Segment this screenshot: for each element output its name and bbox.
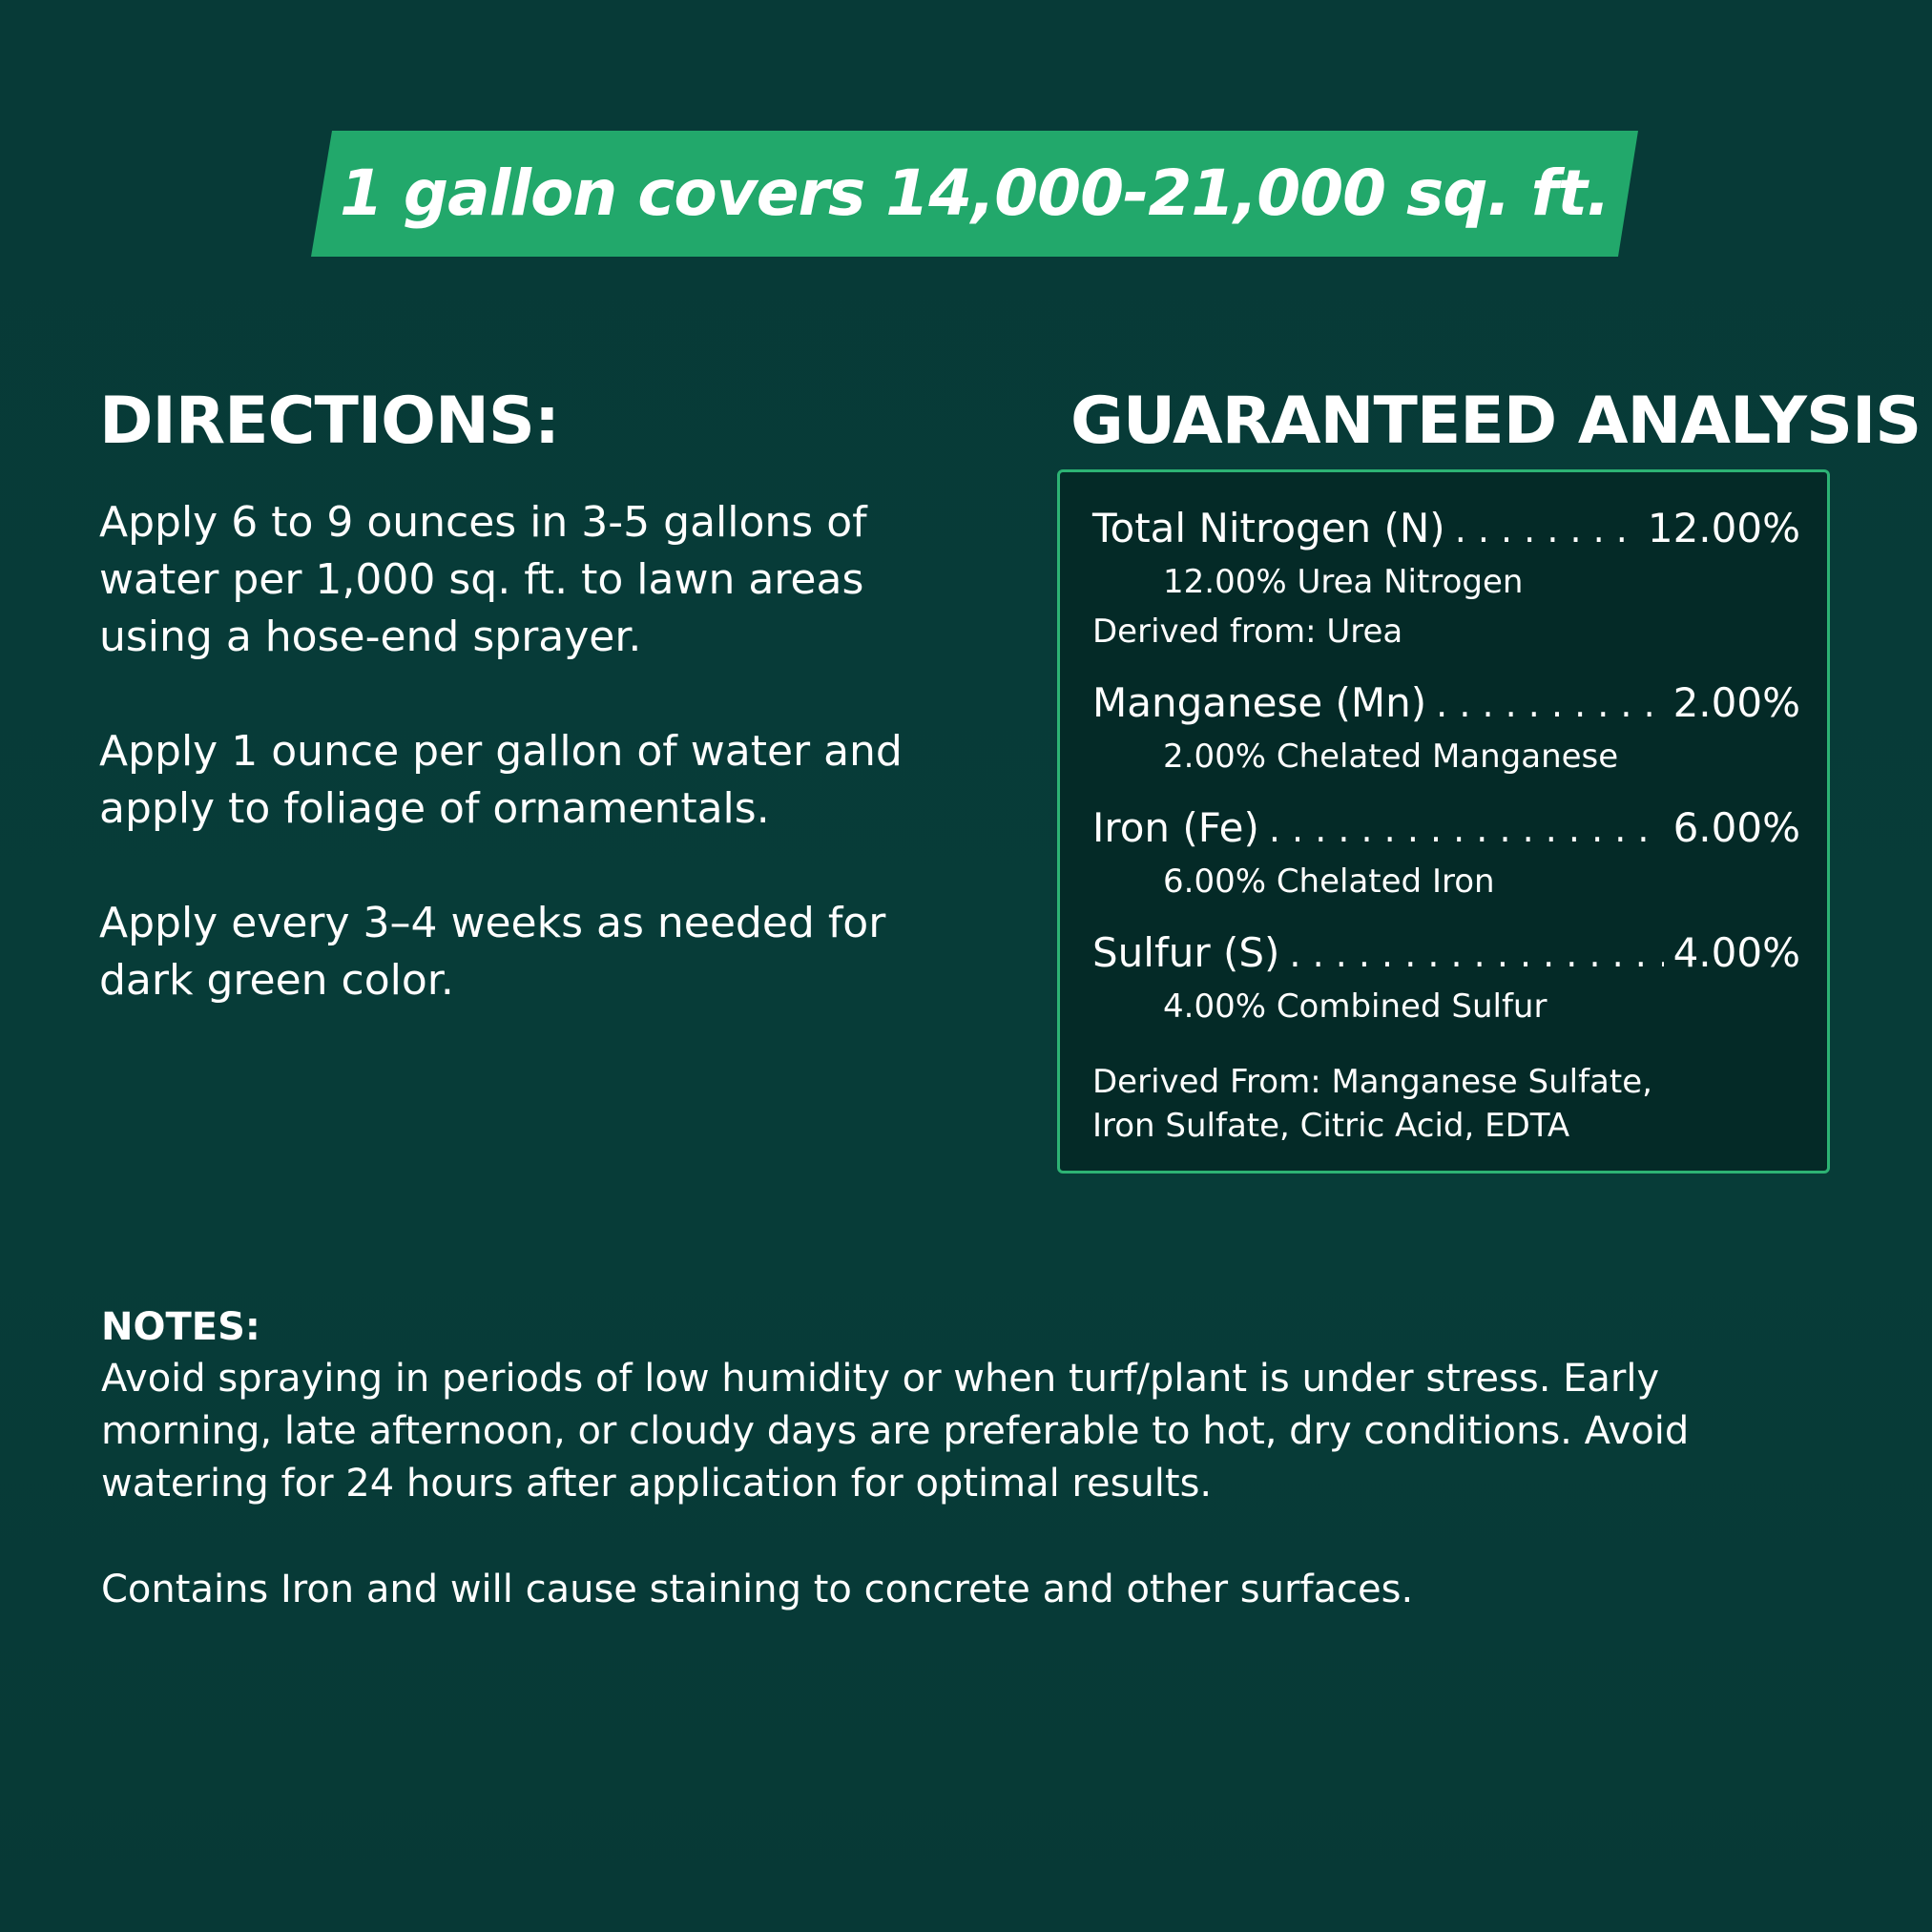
- nutrient-name: Manganese (Mn): [1092, 679, 1427, 726]
- nutrient-source: 2.00% Chelated Manganese: [1163, 737, 1619, 776]
- nutrient-value: 4.00%: [1672, 929, 1800, 976]
- analysis-row-manganese: [1092, 675, 1800, 732]
- derived-from-line: Derived From: Manganese Sulfate,: [1092, 1063, 1652, 1101]
- nutrient-name: Sulfur (S): [1092, 929, 1280, 976]
- nutrient-value: 12.00%: [1647, 505, 1800, 551]
- directions-paragraph: Apply every 3–4 weeks as needed for dark green color.: [99, 899, 886, 1005]
- analysis-row-sulfur: [1092, 925, 1800, 982]
- dot-leader: [1269, 801, 1664, 857]
- analysis-box: [1057, 469, 1830, 1174]
- notes-heading: NOTES:: [101, 1305, 260, 1349]
- notes-paragraph: Avoid spraying in periods of low humidity or when turf/plant is under stress. Early morning, late afternoon, or cloudy days are preferable to hot, dry conditions. Avoid watering for 24 hours after application for optimal results.: [101, 1357, 1690, 1506]
- dot-leader: [1455, 502, 1638, 557]
- analysis-heading: GUARANTEED ANALYSIS: [1070, 384, 1922, 459]
- directions-heading: DIRECTIONS:: [99, 384, 560, 459]
- coverage-text: 1 gallon covers 14,000-21,000 sq. ft.: [340, 156, 1610, 230]
- directions-paragraph: Apply 6 to 9 ounces in 3-5 gallons of water per 1,000 sq. ft. to lawn areas using a hose-end sprayer.: [99, 498, 867, 661]
- nutrient-source: 6.00% Chelated Iron: [1163, 862, 1495, 901]
- nutrient-value: 6.00%: [1672, 804, 1800, 851]
- nutrient-name: Total Nitrogen (N): [1092, 505, 1445, 551]
- analysis-row-nitrogen: [1092, 501, 1800, 557]
- nutrient-source: 4.00% Combined Sulfur: [1163, 987, 1548, 1026]
- analysis-row-iron: [1092, 800, 1800, 857]
- directions-section: [99, 382, 939, 1067]
- analysis-section: [1070, 382, 1922, 471]
- dot-leader: [1436, 676, 1663, 732]
- nutrient-source: 12.00% Urea Nitrogen: [1163, 563, 1524, 601]
- staining-warning: Contains Iron and will cause staining to concrete and other surfaces.: [101, 1568, 1414, 1611]
- nutrient-name: Iron (Fe): [1092, 804, 1259, 851]
- derived-from-line: Iron Sulfate, Citric Acid, EDTA: [1092, 1107, 1570, 1145]
- nitrogen-derived-from: Derived from: Urea: [1092, 613, 1403, 651]
- notes-section: [101, 1301, 1780, 1616]
- nutrient-value: 2.00%: [1672, 679, 1800, 726]
- directions-paragraph: Apply 1 ounce per gallon of water and apply to foliage of ornamentals.: [99, 727, 903, 833]
- coverage-banner: [311, 131, 1638, 257]
- dot-leader: [1289, 926, 1663, 982]
